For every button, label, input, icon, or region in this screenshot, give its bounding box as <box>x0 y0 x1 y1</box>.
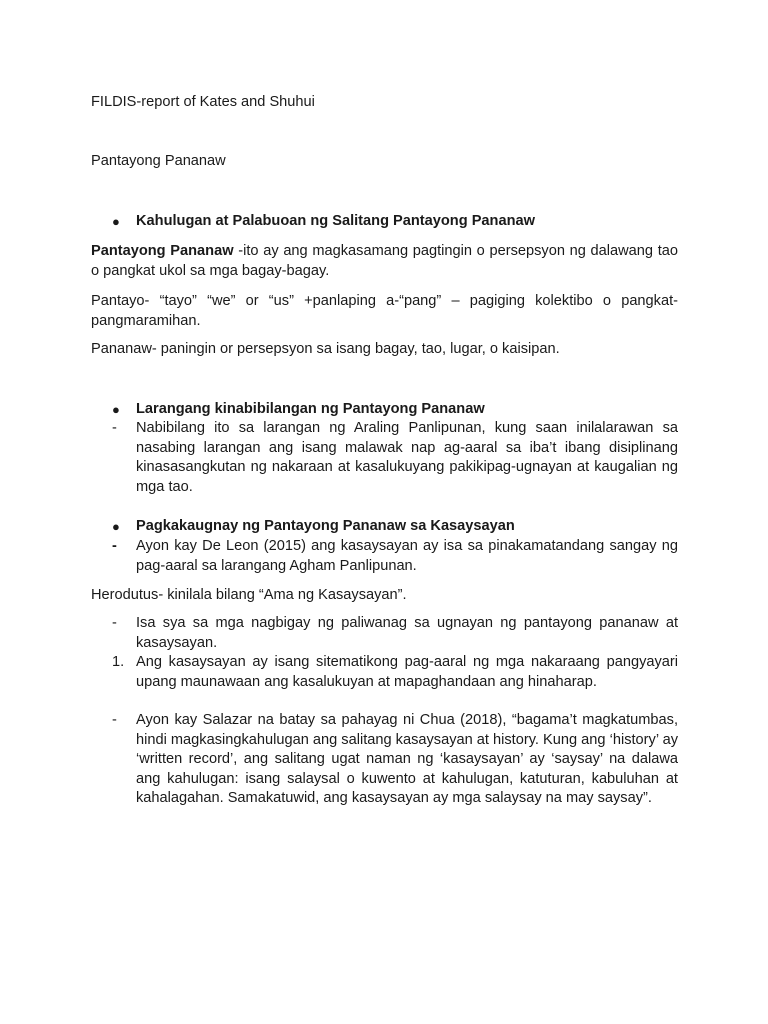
list-item: Isa sya sa mga nagbigay ng paliwanag sa ugnayan ng pantayong pananaw at kasaysayan. <box>136 615 678 651</box>
section-heading-kahulugan: Kahulugan at Palabuoan ng Salitang Pantayong Pananaw <box>136 213 535 229</box>
section-heading-pagkakaugnay: Pagkakaugnay ng Pantayong Pananaw sa Kasaysayan <box>136 518 515 534</box>
section-heading-larangan: Larangang kinabibilangan ng Pantayong Pananaw <box>136 401 485 417</box>
list-item: Ayon kay Salazar na batay sa pahayag ni Chua (2018), “bagama’t magkatumbas, hindi magkasingkahulugan ang salitang kasaysayan at history. Kung ang ‘history’ ay ‘written record’, ang salitang ugat naman ng ‘kasaysayan’ ay ‘saysay’ na dalawa ang kahulugan: isang salaysal o kuwento at kahulugan, katuturan, kabuluhan at kahalagahan. Samakatuwid, ang kasaysayan ay mga salaysay na may saysay”. <box>136 712 678 806</box>
report-header: FILDIS-report of Kates and Shuhui <box>91 94 315 110</box>
bullet-icon: ● <box>112 214 120 229</box>
list-item-marker: - <box>112 615 117 631</box>
herodotus-line: Herodutus- kinilala bilang “Ama ng Kasaysayan”. <box>91 587 407 603</box>
definition-paragraph <box>91 242 678 281</box>
larangan-item-text: Nabibilang ito sa larangan ng Araling Panlipunan, kung saan inilalarawan sa nasabing larangan ang isang malawak nap ag-aaral sa iba’t ibang disiplinang kinasasangkutan ng nakaraan at kasalukuyang pakikipag-ugnayan at kaugalian ng mga tao. <box>136 420 678 495</box>
dash-marker: - <box>112 538 117 554</box>
definition-text: -ito ay ang magkasamang pagtingin o persepsyon ng dalawang tao o pangkat ukol sa mga bagay-bagay. <box>91 243 679 279</box>
dash-marker: - <box>112 420 117 436</box>
definition-term: Pantayong Pananaw <box>91 243 234 259</box>
list-item-marker: - <box>112 712 117 728</box>
de-leon-item-text: Ayon kay De Leon (2015) ang kasaysayan ay isa sa pinakamatandang sangay ng pag-aaral sa larangang Agham Panlipunan. <box>136 538 678 574</box>
list-item-marker: 1. <box>112 654 125 670</box>
pantayo-paragraph: Pantayo- “tayo” “we” or “us” +panlaping a-“pang” – pagiging kolektibo o pangkat-pangmaramihan. <box>91 293 678 329</box>
bullet-icon: ● <box>112 402 120 417</box>
pananaw-paragraph: Pananaw- paningin or persepsyon sa isang bagay, tao, lugar, o kaisipan. <box>91 341 560 357</box>
topic-title: Pantayong Pananaw <box>91 153 226 169</box>
bullet-icon: ● <box>112 519 120 534</box>
list-item: Ang kasaysayan ay isang sitematikong pag-aaral ng mga nakaraang pangyayari upang maunawaan ang kasalukuyan at mapaghandaan ang hinaharap. <box>136 654 678 690</box>
